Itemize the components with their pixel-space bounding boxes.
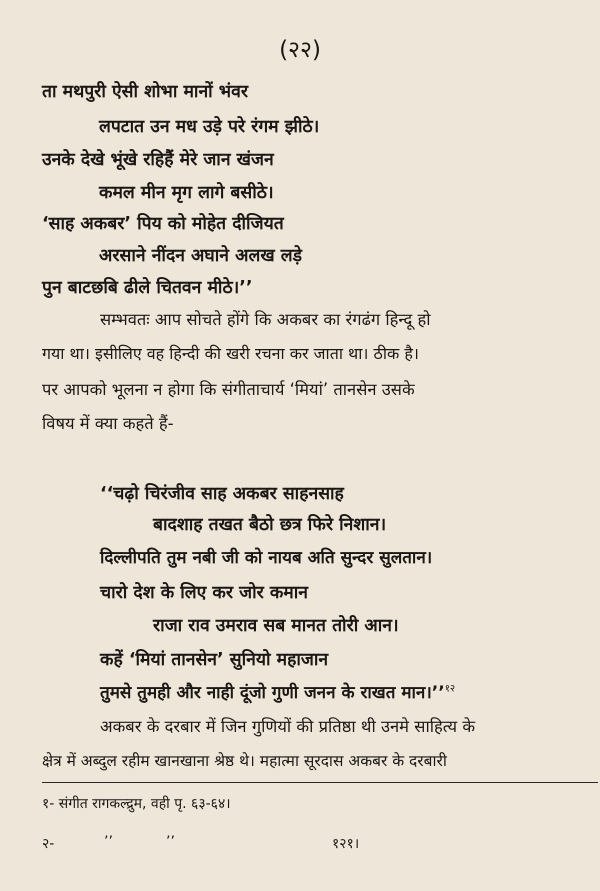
footnote-2-page: १२१। <box>332 836 360 852</box>
verse1-line-4: कमल मीन मृग लागे बसीठे। <box>99 183 274 203</box>
para1-line-3: पर आपको भूलना न होगा कि संगीताचार्य ‘मियां’ तानसेन उसके <box>42 380 415 399</box>
page-number: (२२) <box>279 37 321 63</box>
verse2-line-7 <box>100 680 455 703</box>
para1-line-4: विषय में क्या कहते हैं- <box>42 414 174 433</box>
verse1-line-7: पुन बाटछबि ढीले चितवन मीठे।’’ <box>42 278 253 298</box>
verse2-line-6: कहें ‘मियां तानसेन’ सुनियो महाजान <box>100 650 329 670</box>
verse2-line-3: दिल्लीपति तुम नबी जी को नायब अति सुन्दर सुलतान। <box>100 548 433 568</box>
verse2-line-5: राजा राव उमराव सब मानत तोरी आन। <box>153 616 399 636</box>
verse2-line-7-text: तुमसे तुमही और नाही दूंजो गुणी जनन के राखत मान।’’ <box>100 683 445 703</box>
para1-line-1: सम्भवतः आप सोचते होंगे कि अकबर का रंगढंग हिन्दू हो <box>100 310 431 329</box>
footnote-2-ditto-1: ’’ <box>104 834 113 850</box>
para2-line-1: अकबर के दरबार में जिन गुणियों की प्रतिष्ठा थी उनमे साहित्य के <box>100 717 476 736</box>
footnote-divider <box>42 782 598 783</box>
footnote-1: १- संगीत रागकल्द्रुम, वही पृ. ६३-६४। <box>42 796 231 812</box>
footnote-2-number: २- <box>42 836 55 852</box>
verse2-line-1: ‘‘चढ़ो चिरंजीव साह अकबर साहनसाह <box>100 484 344 504</box>
verse1-line-3: उनके देखे भूंखे रहिहैं मेरे जान खंजन <box>42 150 274 170</box>
verse2-line-2: बादशाह तखत बैठो छत्र फिरे निशान। <box>153 515 387 535</box>
para1-line-2: गया था। इसीलिए वह हिन्दी की खरी रचना कर जाता था। ठीक है। <box>42 344 419 363</box>
verse2-line-4: चारो देश के लिए कर जोर कमान <box>100 583 309 603</box>
para2-line-2: क्षेत्र में अब्दुल रहीम खानखाना श्रेष्ठ थे। महात्मा सूरदास अकबर के दरबारी <box>42 752 447 770</box>
footnote-marker: १२ <box>444 683 456 695</box>
verse1-line-5: ‘साह अकबर’ पिय को मोहेत दीजियत <box>42 214 284 234</box>
verse1-line-1: ता मथपुरी ऐसी शोभा मानों भंवर <box>42 82 248 102</box>
footnote-2-ditto-2: ’’ <box>166 834 175 850</box>
verse1-line-2: लपटात उन मध उड़े परे रंगम झीठे। <box>99 117 320 137</box>
verse1-line-6: अरसाने नींदन अघाने अलख लड़े <box>99 246 302 266</box>
